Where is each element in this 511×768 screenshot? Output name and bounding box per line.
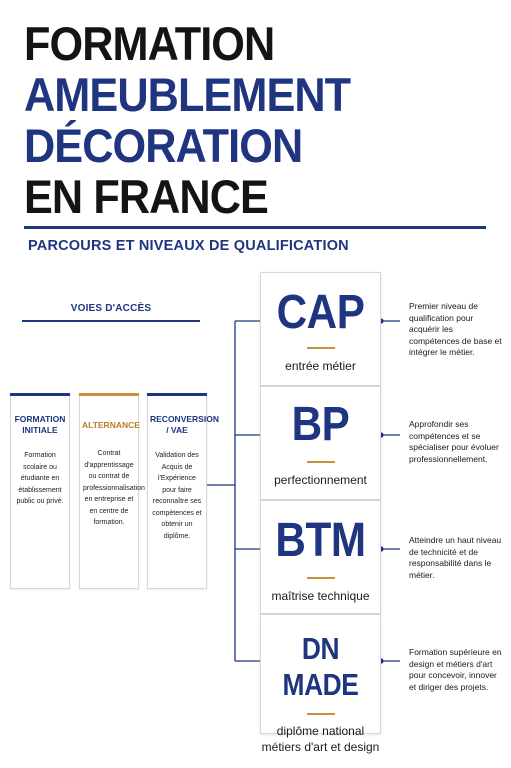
level-code: BTM bbox=[275, 514, 366, 567]
level-code: DN MADE bbox=[282, 631, 359, 702]
level-description-dn-made: Formation supérieure en design et métiers d'art pour concevoir, innover et diriger des projets. bbox=[409, 647, 502, 692]
level-label: maîtrise technique bbox=[271, 589, 370, 603]
level-code: CAP bbox=[276, 286, 365, 339]
route-title: FORMATION INITIALE bbox=[14, 414, 66, 435]
level-code: BP bbox=[291, 398, 350, 451]
access-routes-heading: VOIES D'ACCÈS bbox=[70, 303, 152, 314]
level-label: diplôme national métiers d'art et design bbox=[261, 724, 380, 754]
level-separator bbox=[307, 461, 335, 463]
level-card-dn-made bbox=[260, 614, 381, 754]
level-card-cap bbox=[260, 272, 381, 386]
route-title: ALTERNANCE bbox=[82, 420, 140, 430]
level-card-btm bbox=[260, 500, 381, 614]
title-line-2: AMEUBLEMENT bbox=[24, 68, 351, 121]
level-separator bbox=[307, 577, 335, 579]
route-title: RECONVERSION / VAE bbox=[150, 414, 219, 435]
level-separator bbox=[307, 347, 335, 349]
title-line-3: DÉCORATION bbox=[24, 119, 303, 172]
route-description: Formation scolaire ou étudiante en établissement public ou privé. bbox=[16, 452, 64, 505]
level-card-bp bbox=[260, 386, 381, 500]
title-line-1: FORMATION bbox=[24, 17, 275, 70]
route-description: Contrat d'apprentissage ou contrat de professionnalisation en entreprise et en centre de formation. bbox=[83, 450, 145, 526]
title-line-4: EN FRANCE bbox=[24, 170, 268, 223]
level-description-cap: Premier niveau de qualification pour acquérir les compétences de base et intégrer le métier. bbox=[409, 301, 502, 357]
route-description: Validation des Acquis de l'Expérience pour faire reconnaître ses compétences et obtenir un diplôme. bbox=[152, 452, 202, 540]
level-label: entrée métier bbox=[285, 359, 356, 373]
level-description-btm: Atteindre un haut niveau de technicité et de responsabilité dans le métier. bbox=[409, 535, 502, 580]
page-subtitle: PARCOURS ET NIVEAUX DE QUALIFICATION bbox=[28, 238, 349, 254]
level-description-bp: Approfondir ses compétences et se spécialiser pour évoluer professionnellement. bbox=[409, 419, 499, 464]
level-label: perfectionnement bbox=[274, 473, 367, 487]
level-separator bbox=[307, 713, 335, 715]
